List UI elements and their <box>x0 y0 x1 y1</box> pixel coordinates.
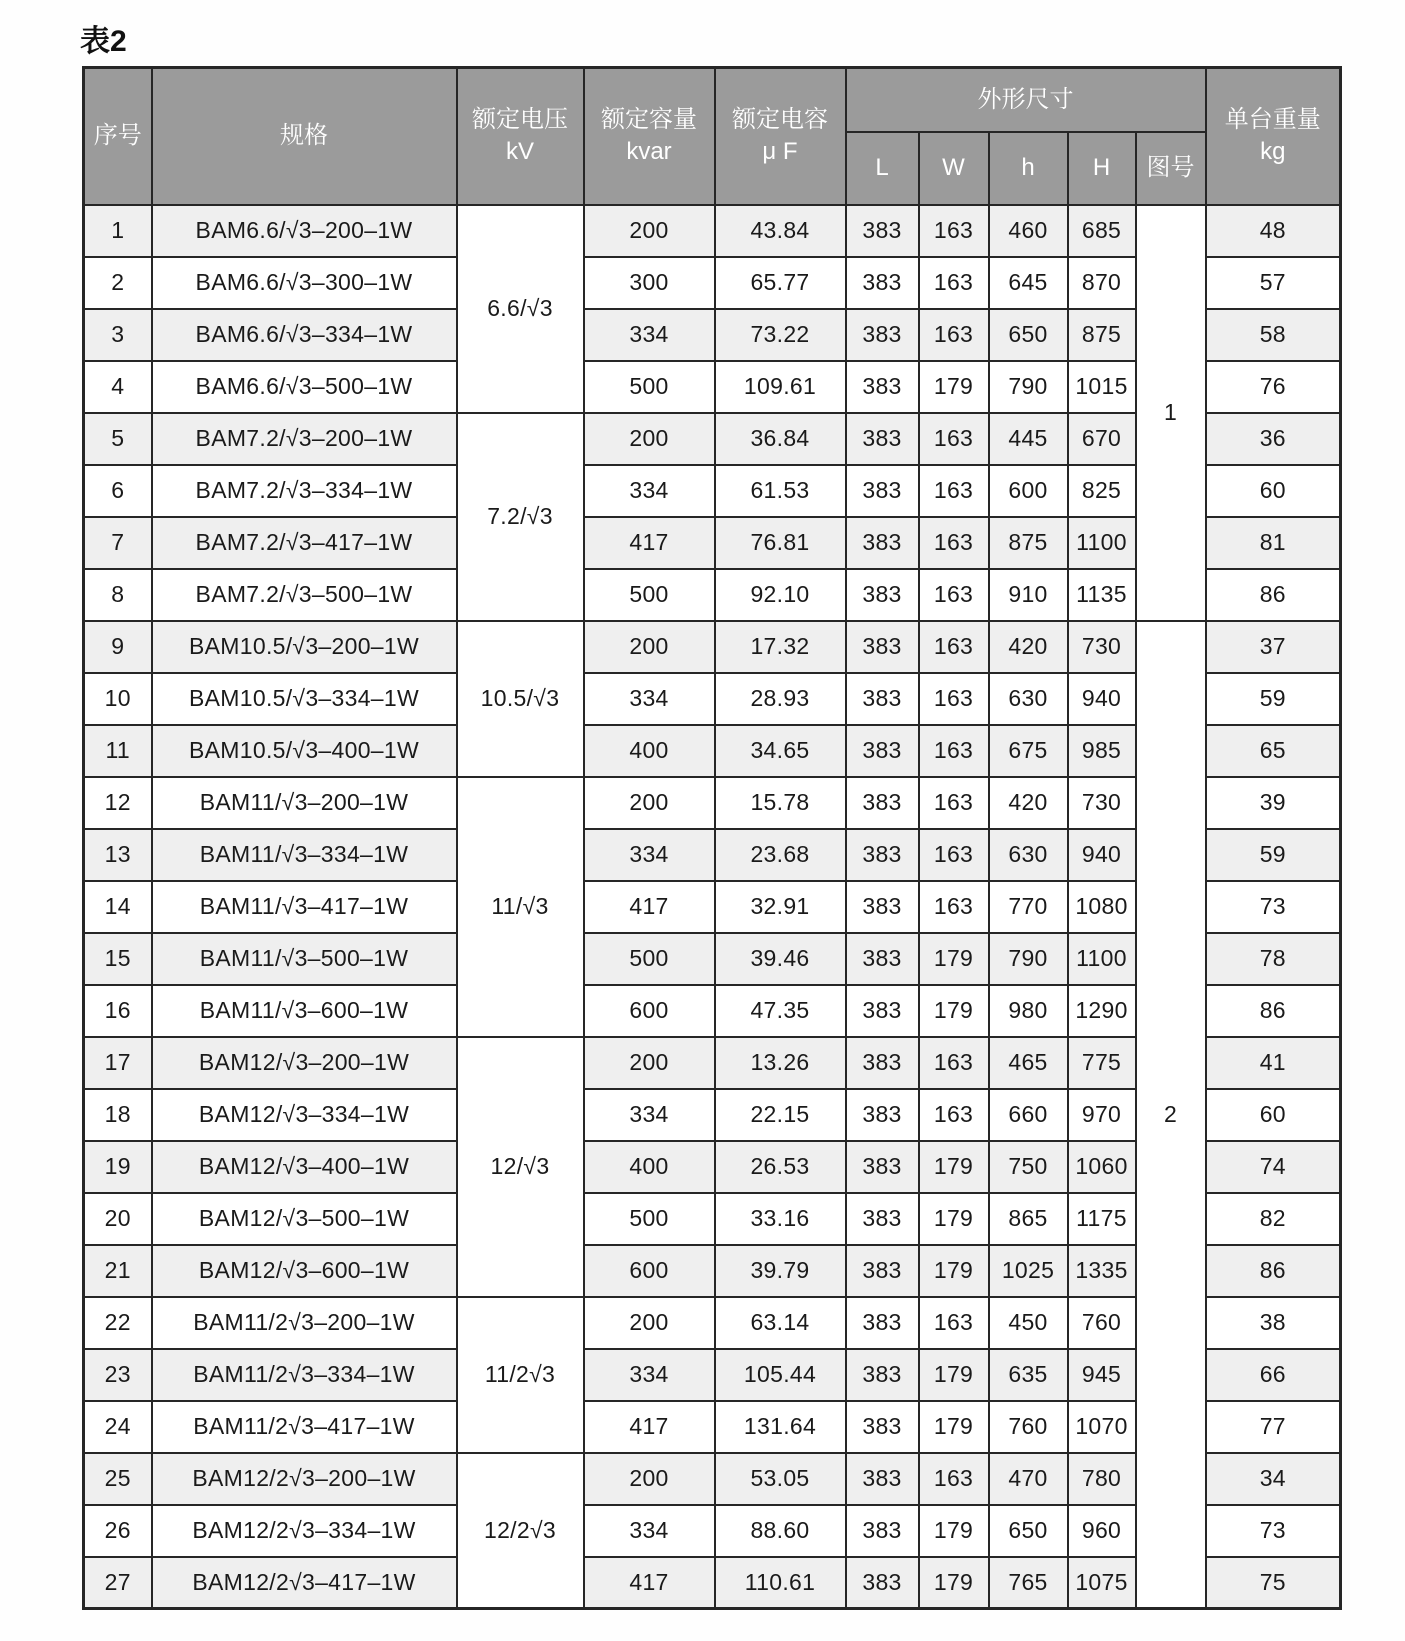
capacitor-spec-table <box>82 66 1342 1610</box>
cell-unit-weight: 76 <box>1206 361 1341 413</box>
cell-dim-W: 163 <box>919 725 989 777</box>
cell-unit-weight: 73 <box>1206 1505 1341 1557</box>
cell-dim-H: 1075 <box>1068 1557 1136 1609</box>
cell-dim-L: 383 <box>846 517 919 569</box>
cell-seq: 2 <box>84 257 152 309</box>
cell-dim-L: 383 <box>846 829 919 881</box>
cell-rated-capacity: 334 <box>584 829 715 881</box>
cell-dim-h: 750 <box>989 1141 1068 1193</box>
cell-dim-h: 460 <box>989 205 1068 257</box>
cell-dim-W: 179 <box>919 1557 989 1609</box>
cell-rated-capacity: 600 <box>584 1245 715 1297</box>
cell-rated-capacity: 417 <box>584 517 715 569</box>
cell-spec: BAM6.6/√3–300–1W <box>152 257 457 309</box>
cell-spec: BAM11/2√3–200–1W <box>152 1297 457 1349</box>
cell-seq: 4 <box>84 361 152 413</box>
cell-rated-capacitance: 26.53 <box>715 1141 846 1193</box>
cell-spec: BAM11/√3–417–1W <box>152 881 457 933</box>
cell-dim-W: 163 <box>919 621 989 673</box>
cell-spec: BAM12/√3–400–1W <box>152 1141 457 1193</box>
col-header-dim-W: W <box>919 132 989 205</box>
cell-seq: 1 <box>84 205 152 257</box>
cell-spec: BAM12/2√3–417–1W <box>152 1557 457 1609</box>
cell-dim-h: 790 <box>989 361 1068 413</box>
cell-spec: BAM10.5/√3–400–1W <box>152 725 457 777</box>
cell-spec: BAM10.5/√3–334–1W <box>152 673 457 725</box>
cell-dim-W: 179 <box>919 1401 989 1453</box>
cell-rated-capacity: 200 <box>584 1037 715 1089</box>
cell-dim-h: 875 <box>989 517 1068 569</box>
cell-rated-capacitance: 17.32 <box>715 621 846 673</box>
cell-spec: BAM12/√3–600–1W <box>152 1245 457 1297</box>
cell-unit-weight: 86 <box>1206 1245 1341 1297</box>
cell-rated-capacity: 400 <box>584 1141 715 1193</box>
cell-spec: BAM11/2√3–417–1W <box>152 1401 457 1453</box>
col-header-voltage <box>457 68 584 205</box>
cell-spec: BAM7.2/√3–200–1W <box>152 413 457 465</box>
cell-rated-capacity: 417 <box>584 1557 715 1609</box>
cell-rated-capacity: 500 <box>584 1193 715 1245</box>
cell-unit-weight: 41 <box>1206 1037 1341 1089</box>
cell-dim-L: 383 <box>846 361 919 413</box>
table-title: 表2 <box>80 25 127 58</box>
cell-dim-L: 383 <box>846 205 919 257</box>
cell-dim-H: 1015 <box>1068 361 1136 413</box>
col-header-weight-label: 单台重量 <box>1224 105 1321 133</box>
cell-seq: 20 <box>84 1193 152 1245</box>
cell-dim-W: 163 <box>919 1297 989 1349</box>
cell-dim-h: 770 <box>989 881 1068 933</box>
cell-unit-weight: 77 <box>1206 1401 1341 1453</box>
cell-dim-H: 1070 <box>1068 1401 1136 1453</box>
cell-dim-W: 163 <box>919 1453 989 1505</box>
cell-dim-h: 445 <box>989 413 1068 465</box>
cell-rated-capacity: 500 <box>584 933 715 985</box>
cell-dim-L: 383 <box>846 309 919 361</box>
col-header-capacity-label: 额定容量 <box>601 105 697 133</box>
cell-dim-H: 1060 <box>1068 1141 1136 1193</box>
cell-dim-H: 775 <box>1068 1037 1136 1089</box>
cell-dim-L: 383 <box>846 1349 919 1401</box>
cell-rated-capacitance: 65.77 <box>715 257 846 309</box>
cell-dim-W: 179 <box>919 1193 989 1245</box>
cell-unit-weight: 59 <box>1206 673 1341 725</box>
cell-rated-capacity: 200 <box>584 1453 715 1505</box>
col-header-spec <box>152 68 457 205</box>
cell-unit-weight: 59 <box>1206 829 1341 881</box>
cell-dim-h: 465 <box>989 1037 1068 1089</box>
cell-seq: 26 <box>84 1505 152 1557</box>
cell-seq: 27 <box>84 1557 152 1609</box>
cell-unit-weight: 82 <box>1206 1193 1341 1245</box>
cell-seq: 15 <box>84 933 152 985</box>
cell-rated-capacitance: 23.68 <box>715 829 846 881</box>
col-header-figure: 图号 <box>1136 132 1206 205</box>
cell-rated-capacitance: 61.53 <box>715 465 846 517</box>
cell-rated-voltage: 11/2√3 <box>457 1297 584 1453</box>
cell-rated-capacity: 334 <box>584 673 715 725</box>
cell-dim-W: 163 <box>919 517 989 569</box>
cell-seq: 24 <box>84 1401 152 1453</box>
cell-dim-W: 163 <box>919 673 989 725</box>
cell-dim-H: 670 <box>1068 413 1136 465</box>
cell-dim-L: 383 <box>846 933 919 985</box>
cell-seq: 12 <box>84 777 152 829</box>
table-body <box>84 205 1341 1609</box>
col-header-capacity <box>584 68 715 205</box>
cell-dim-L: 383 <box>846 725 919 777</box>
cell-rated-capacitance: 131.64 <box>715 1401 846 1453</box>
cell-unit-weight: 39 <box>1206 777 1341 829</box>
cell-rated-capacity: 417 <box>584 1401 715 1453</box>
cell-dim-h: 635 <box>989 1349 1068 1401</box>
cell-dim-h: 645 <box>989 257 1068 309</box>
cell-dim-L: 383 <box>846 621 919 673</box>
cell-rated-capacitance: 92.10 <box>715 569 846 621</box>
cell-rated-capacitance: 105.44 <box>715 1349 846 1401</box>
cell-dim-L: 383 <box>846 777 919 829</box>
col-header-seq <box>84 68 152 205</box>
cell-dim-L: 383 <box>846 673 919 725</box>
cell-dim-H: 730 <box>1068 777 1136 829</box>
cell-unit-weight: 65 <box>1206 725 1341 777</box>
cell-dim-L: 383 <box>846 569 919 621</box>
cell-spec: BAM12/2√3–200–1W <box>152 1453 457 1505</box>
cell-rated-capacitance: 76.81 <box>715 517 846 569</box>
cell-dim-W: 163 <box>919 777 989 829</box>
cell-spec: BAM6.6/√3–200–1W <box>152 205 457 257</box>
cell-dim-H: 1135 <box>1068 569 1136 621</box>
cell-unit-weight: 81 <box>1206 517 1341 569</box>
col-header-dim-H: H <box>1068 132 1136 205</box>
cell-dim-W: 163 <box>919 205 989 257</box>
cell-unit-weight: 75 <box>1206 1557 1341 1609</box>
cell-unit-weight: 48 <box>1206 205 1341 257</box>
cell-dim-H: 970 <box>1068 1089 1136 1141</box>
col-header-dim-L: L <box>846 132 919 205</box>
cell-seq: 9 <box>84 621 152 673</box>
cell-rated-capacitance: 109.61 <box>715 361 846 413</box>
cell-rated-capacitance: 43.84 <box>715 205 846 257</box>
cell-unit-weight: 60 <box>1206 465 1341 517</box>
table-header <box>84 68 1341 205</box>
cell-unit-weight: 60 <box>1206 1089 1341 1141</box>
col-header-weight-unit: kg <box>1260 138 1286 166</box>
cell-dim-W: 163 <box>919 1037 989 1089</box>
cell-dim-h: 910 <box>989 569 1068 621</box>
cell-seq: 25 <box>84 1453 152 1505</box>
cell-rated-capacity: 200 <box>584 777 715 829</box>
cell-rated-voltage: 12/2√3 <box>457 1453 584 1609</box>
cell-unit-weight: 73 <box>1206 881 1341 933</box>
cell-rated-capacitance: 15.78 <box>715 777 846 829</box>
col-header-capacitance-unit: μ F <box>762 138 798 166</box>
cell-unit-weight: 57 <box>1206 257 1341 309</box>
cell-dim-h: 790 <box>989 933 1068 985</box>
cell-spec: BAM12/√3–334–1W <box>152 1089 457 1141</box>
cell-seq: 13 <box>84 829 152 881</box>
cell-spec: BAM7.2/√3–500–1W <box>152 569 457 621</box>
cell-dim-L: 383 <box>846 257 919 309</box>
cell-unit-weight: 66 <box>1206 1349 1341 1401</box>
cell-dim-h: 630 <box>989 829 1068 881</box>
cell-rated-capacity: 500 <box>584 569 715 621</box>
cell-rated-voltage: 12/√3 <box>457 1037 584 1297</box>
cell-rated-capacitance: 110.61 <box>715 1557 846 1609</box>
cell-dim-h: 650 <box>989 1505 1068 1557</box>
cell-seq: 14 <box>84 881 152 933</box>
cell-rated-capacity: 500 <box>584 361 715 413</box>
cell-unit-weight: 78 <box>1206 933 1341 985</box>
col-header-capacitance-label: 额定电容 <box>732 105 828 133</box>
cell-dim-W: 163 <box>919 829 989 881</box>
cell-dim-H: 875 <box>1068 309 1136 361</box>
cell-dim-H: 1335 <box>1068 1245 1136 1297</box>
col-header-voltage-label: 额定电压 <box>472 105 568 133</box>
cell-rated-voltage: 10.5/√3 <box>457 621 584 777</box>
cell-rated-capacitance: 36.84 <box>715 413 846 465</box>
cell-dim-H: 1080 <box>1068 881 1136 933</box>
cell-dim-W: 179 <box>919 1349 989 1401</box>
cell-dim-W: 179 <box>919 933 989 985</box>
cell-rated-capacitance: 33.16 <box>715 1193 846 1245</box>
cell-figure-number: 2 <box>1136 621 1206 1609</box>
cell-rated-capacitance: 88.60 <box>715 1505 846 1557</box>
cell-spec: BAM12/√3–500–1W <box>152 1193 457 1245</box>
cell-dim-H: 940 <box>1068 673 1136 725</box>
col-header-dimensions <box>846 68 1206 132</box>
cell-rated-voltage: 6.6/√3 <box>457 205 584 413</box>
cell-dim-L: 383 <box>846 1037 919 1089</box>
cell-dim-H: 760 <box>1068 1297 1136 1349</box>
cell-dim-H: 825 <box>1068 465 1136 517</box>
cell-dim-W: 179 <box>919 1141 989 1193</box>
cell-dim-h: 865 <box>989 1193 1068 1245</box>
cell-dim-L: 383 <box>846 1557 919 1609</box>
cell-rated-capacitance: 47.35 <box>715 985 846 1037</box>
cell-dim-H: 945 <box>1068 1349 1136 1401</box>
cell-dim-H: 730 <box>1068 621 1136 673</box>
col-header-capacitance <box>715 68 846 205</box>
cell-rated-capacity: 200 <box>584 205 715 257</box>
col-header-dim-h: h <box>989 132 1068 205</box>
cell-spec: BAM7.2/√3–334–1W <box>152 465 457 517</box>
cell-spec: BAM12/√3–200–1W <box>152 1037 457 1089</box>
cell-dim-L: 383 <box>846 1453 919 1505</box>
cell-dim-h: 980 <box>989 985 1068 1037</box>
cell-dim-W: 163 <box>919 257 989 309</box>
cell-figure-number: 1 <box>1136 205 1206 621</box>
cell-dim-L: 383 <box>846 1401 919 1453</box>
cell-seq: 23 <box>84 1349 152 1401</box>
cell-dim-h: 470 <box>989 1453 1068 1505</box>
cell-dim-H: 870 <box>1068 257 1136 309</box>
cell-dim-H: 1100 <box>1068 517 1136 569</box>
cell-unit-weight: 37 <box>1206 621 1341 673</box>
cell-dim-W: 163 <box>919 569 989 621</box>
cell-rated-capacitance: 39.46 <box>715 933 846 985</box>
cell-unit-weight: 86 <box>1206 985 1341 1037</box>
cell-unit-weight: 34 <box>1206 1453 1341 1505</box>
cell-spec: BAM10.5/√3–200–1W <box>152 621 457 673</box>
cell-seq: 22 <box>84 1297 152 1349</box>
cell-seq: 11 <box>84 725 152 777</box>
cell-unit-weight: 38 <box>1206 1297 1341 1349</box>
cell-rated-voltage: 7.2/√3 <box>457 413 584 621</box>
cell-dim-W: 163 <box>919 465 989 517</box>
cell-dim-h: 650 <box>989 309 1068 361</box>
cell-seq: 6 <box>84 465 152 517</box>
cell-rated-capacitance: 28.93 <box>715 673 846 725</box>
cell-dim-L: 383 <box>846 1297 919 1349</box>
col-header-spec-label: 规格 <box>280 122 328 150</box>
cell-dim-H: 685 <box>1068 205 1136 257</box>
cell-seq: 19 <box>84 1141 152 1193</box>
cell-dim-L: 383 <box>846 413 919 465</box>
col-header-voltage-unit: kV <box>505 138 534 166</box>
cell-dim-L: 383 <box>846 985 919 1037</box>
cell-rated-capacity: 334 <box>584 309 715 361</box>
cell-rated-capacitance: 32.91 <box>715 881 846 933</box>
cell-dim-H: 960 <box>1068 1505 1136 1557</box>
cell-dim-H: 940 <box>1068 829 1136 881</box>
cell-spec: BAM11/√3–334–1W <box>152 829 457 881</box>
cell-rated-capacity: 600 <box>584 985 715 1037</box>
cell-dim-L: 383 <box>846 1141 919 1193</box>
cell-rated-capacity: 400 <box>584 725 715 777</box>
cell-dim-h: 765 <box>989 1557 1068 1609</box>
cell-dim-L: 383 <box>846 1193 919 1245</box>
cell-spec: BAM11/√3–200–1W <box>152 777 457 829</box>
cell-rated-capacitance: 13.26 <box>715 1037 846 1089</box>
cell-seq: 17 <box>84 1037 152 1089</box>
cell-dim-h: 660 <box>989 1089 1068 1141</box>
cell-dim-W: 179 <box>919 1245 989 1297</box>
cell-dim-L: 383 <box>846 1505 919 1557</box>
cell-dim-h: 675 <box>989 725 1068 777</box>
cell-spec: BAM11/√3–500–1W <box>152 933 457 985</box>
cell-dim-W: 163 <box>919 413 989 465</box>
cell-dim-h: 760 <box>989 1401 1068 1453</box>
cell-spec: BAM7.2/√3–417–1W <box>152 517 457 569</box>
cell-rated-capacity: 200 <box>584 413 715 465</box>
col-header-weight <box>1206 68 1341 205</box>
cell-rated-capacitance: 22.15 <box>715 1089 846 1141</box>
cell-seq: 3 <box>84 309 152 361</box>
cell-unit-weight: 36 <box>1206 413 1341 465</box>
cell-rated-capacity: 334 <box>584 1089 715 1141</box>
cell-rated-capacity: 300 <box>584 257 715 309</box>
cell-dim-L: 383 <box>846 881 919 933</box>
cell-dim-W: 179 <box>919 985 989 1037</box>
cell-unit-weight: 86 <box>1206 569 1341 621</box>
cell-dim-L: 383 <box>846 1245 919 1297</box>
cell-spec: BAM6.6/√3–334–1W <box>152 309 457 361</box>
cell-dim-h: 420 <box>989 621 1068 673</box>
cell-rated-capacitance: 73.22 <box>715 309 846 361</box>
cell-rated-capacitance: 39.79 <box>715 1245 846 1297</box>
cell-rated-capacitance: 34.65 <box>715 725 846 777</box>
cell-seq: 7 <box>84 517 152 569</box>
col-header-capacity-unit: kvar <box>626 138 672 166</box>
cell-dim-H: 985 <box>1068 725 1136 777</box>
cell-dim-h: 600 <box>989 465 1068 517</box>
cell-rated-capacity: 334 <box>584 1349 715 1401</box>
cell-rated-voltage: 11/√3 <box>457 777 584 1037</box>
cell-rated-capacitance: 53.05 <box>715 1453 846 1505</box>
cell-spec: BAM11/2√3–334–1W <box>152 1349 457 1401</box>
cell-dim-H: 1175 <box>1068 1193 1136 1245</box>
cell-spec: BAM12/2√3–334–1W <box>152 1505 457 1557</box>
cell-seq: 18 <box>84 1089 152 1141</box>
cell-spec: BAM6.6/√3–500–1W <box>152 361 457 413</box>
cell-seq: 21 <box>84 1245 152 1297</box>
cell-unit-weight: 74 <box>1206 1141 1341 1193</box>
cell-dim-W: 163 <box>919 1089 989 1141</box>
cell-spec: BAM11/√3–600–1W <box>152 985 457 1037</box>
cell-seq: 8 <box>84 569 152 621</box>
cell-dim-h: 1025 <box>989 1245 1068 1297</box>
col-header-seq-label: 序号 <box>93 122 142 150</box>
cell-rated-capacity: 334 <box>584 1505 715 1557</box>
cell-dim-h: 630 <box>989 673 1068 725</box>
cell-dim-W: 163 <box>919 309 989 361</box>
cell-seq: 10 <box>84 673 152 725</box>
table-row <box>84 621 1341 673</box>
cell-unit-weight: 58 <box>1206 309 1341 361</box>
cell-dim-L: 383 <box>846 465 919 517</box>
cell-dim-W: 163 <box>919 881 989 933</box>
cell-dim-H: 780 <box>1068 1453 1136 1505</box>
cell-rated-capacitance: 63.14 <box>715 1297 846 1349</box>
cell-dim-h: 450 <box>989 1297 1068 1349</box>
cell-dim-H: 1290 <box>1068 985 1136 1037</box>
cell-dim-h: 420 <box>989 777 1068 829</box>
cell-dim-H: 1100 <box>1068 933 1136 985</box>
cell-dim-W: 179 <box>919 1505 989 1557</box>
cell-seq: 5 <box>84 413 152 465</box>
cell-dim-W: 179 <box>919 361 989 413</box>
cell-seq: 16 <box>84 985 152 1037</box>
cell-dim-L: 383 <box>846 1089 919 1141</box>
col-header-dimensions-label: 外形尺寸 <box>977 85 1074 113</box>
cell-rated-capacity: 334 <box>584 465 715 517</box>
cell-rated-capacity: 200 <box>584 1297 715 1349</box>
cell-rated-capacity: 417 <box>584 881 715 933</box>
cell-rated-capacity: 200 <box>584 621 715 673</box>
table-row <box>84 205 1341 257</box>
